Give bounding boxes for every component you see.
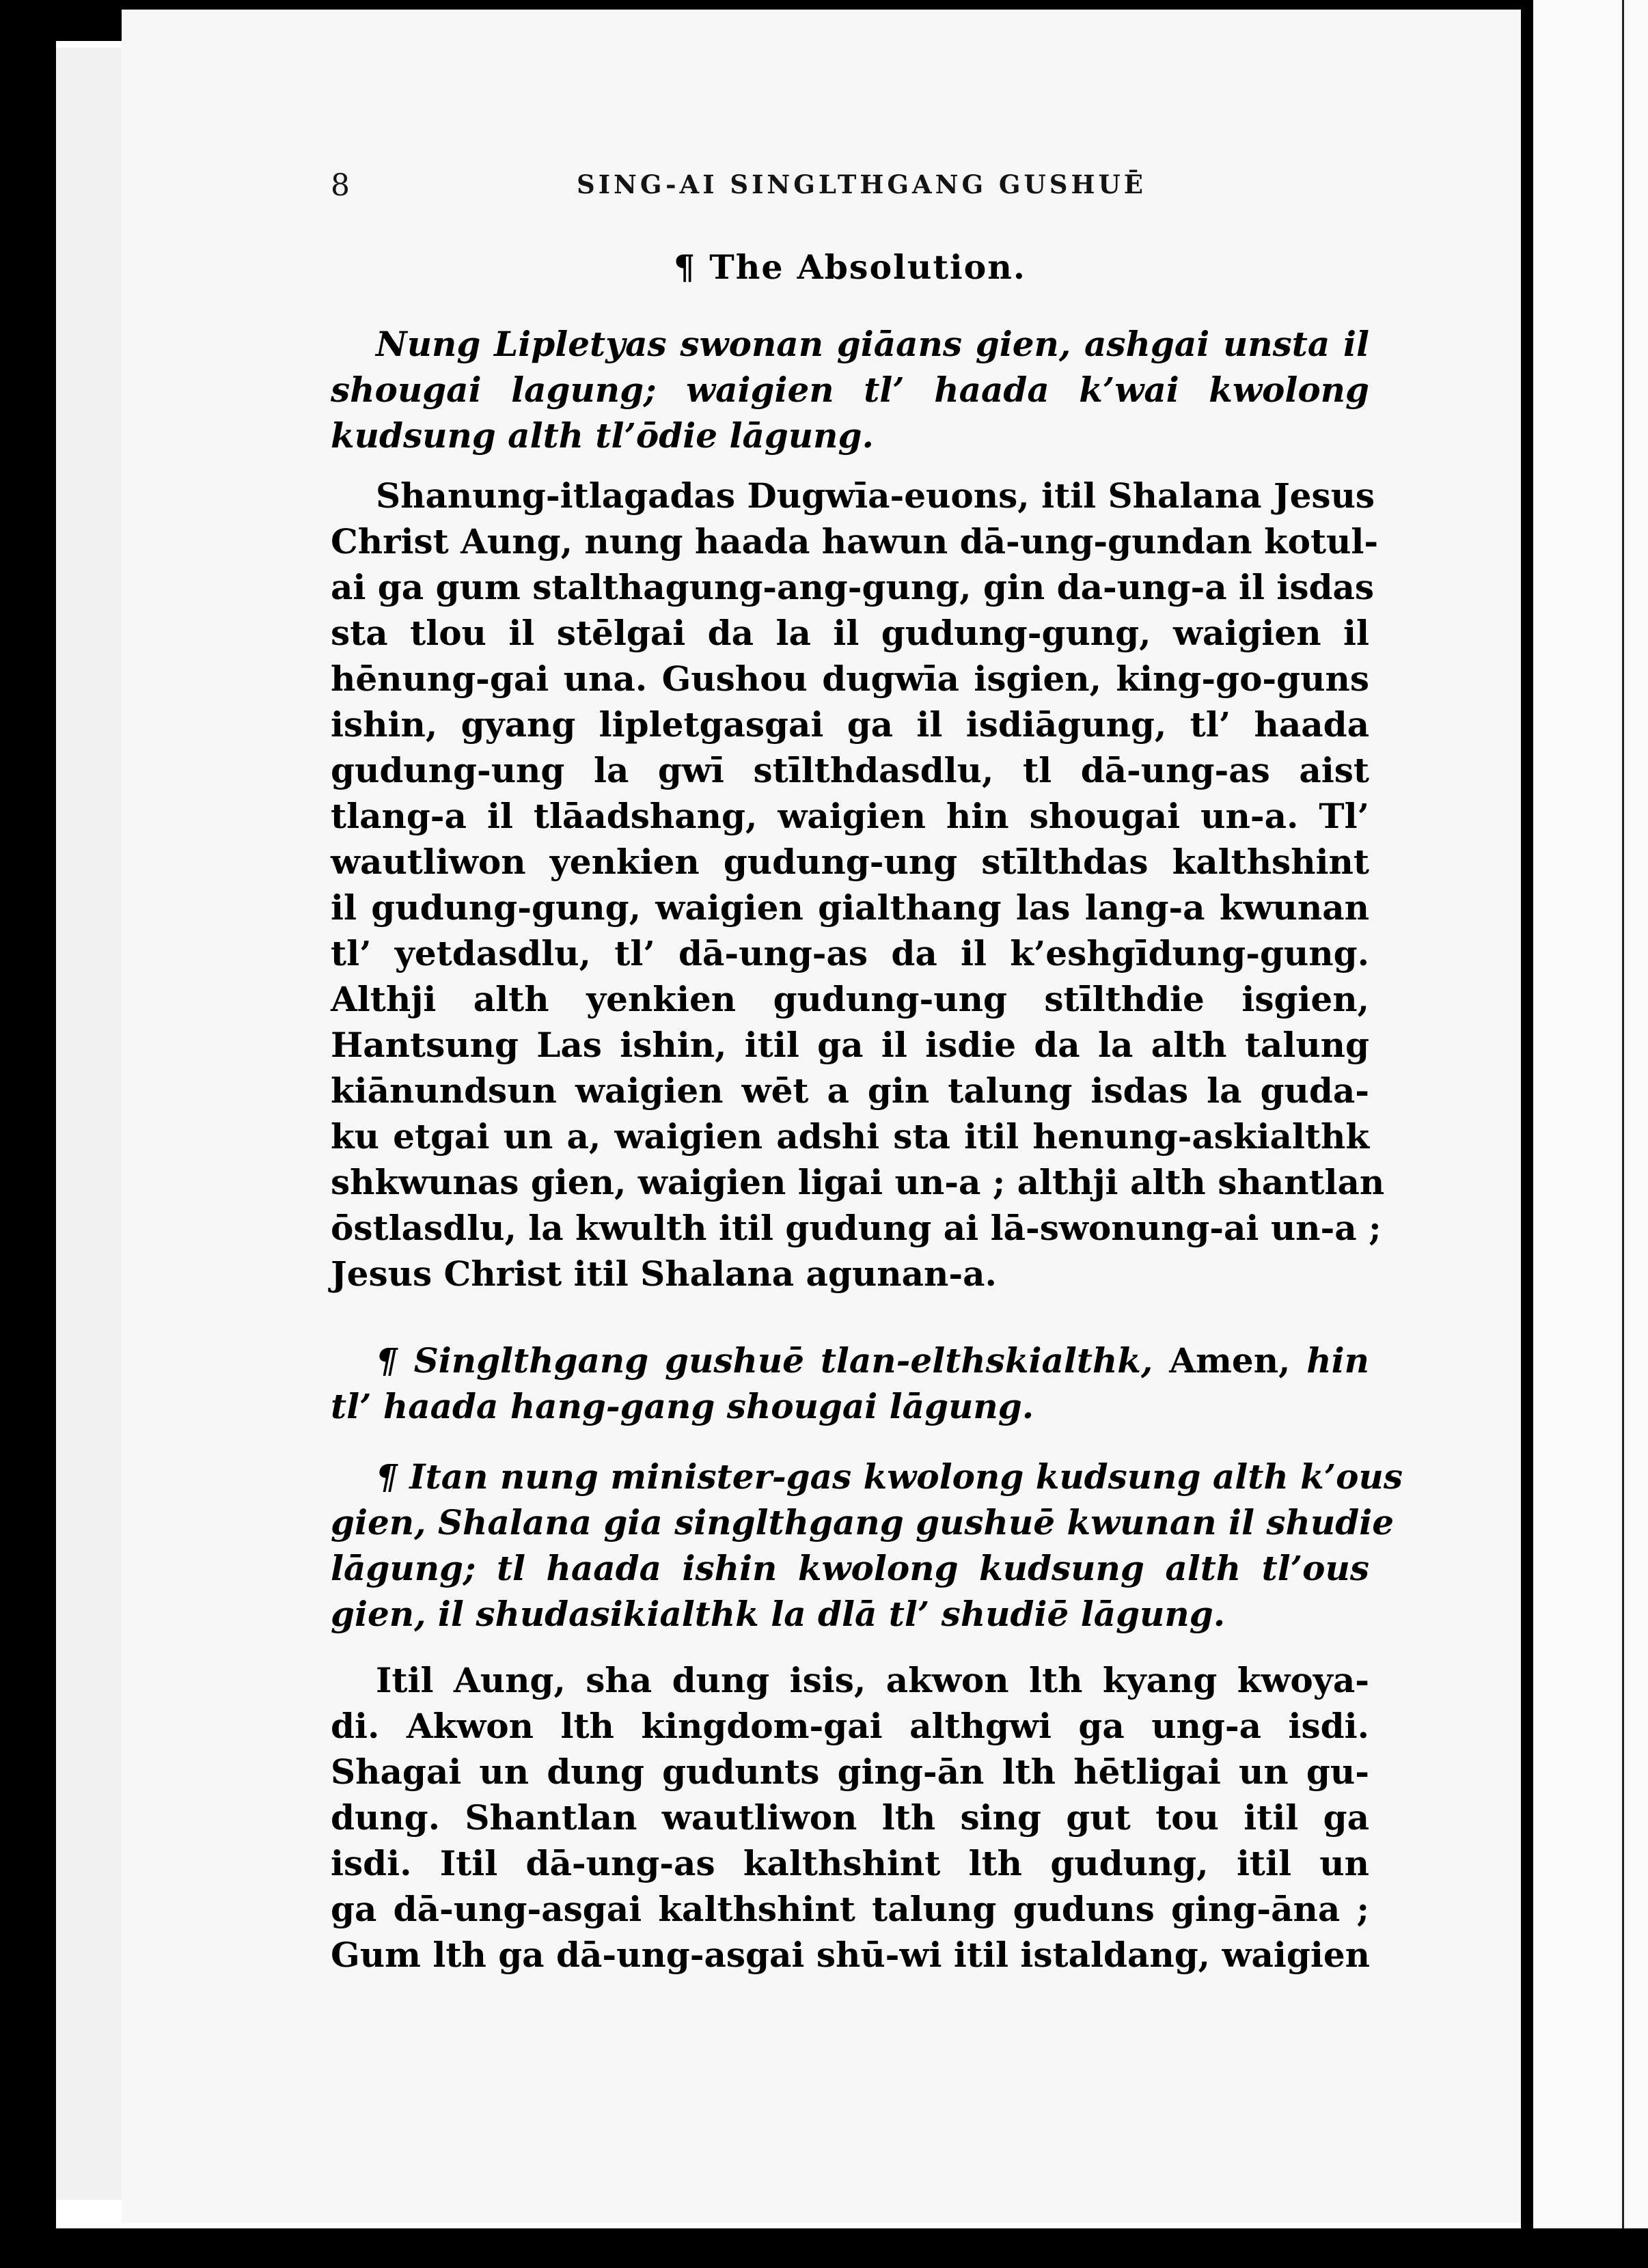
text-line: kiānundsun waigien wēt a gin talung isdas la guda-	[331, 1070, 1369, 1111]
text-line: gien, il shudasikialthk la dlā tl’ shudiē lāgung.	[331, 1594, 1226, 1634]
facing-page-strip	[1533, 0, 1648, 2228]
rubric-amen	[331, 1338, 1369, 1429]
scan-border-bottom	[0, 2228, 1648, 2268]
text-line: ai ga gum stalthagung-ang-gung, gin da-ung-a il isdas	[331, 567, 1375, 607]
text-line: gien, Shalana gia singlthgang gushuē kwunan il shudie	[331, 1502, 1395, 1543]
text-line: di. Akwon lth kingdom-gai althgwi ga ung-a isdi.	[331, 1706, 1369, 1746]
page-number: 8	[331, 168, 351, 203]
scan-border-left	[0, 0, 56, 2268]
text-line: tlang-a il tlāadshang, waigien hin shougai un-a. Tl’	[331, 796, 1369, 836]
text-line: tl’ yetdasdlu, tl’ dā-ung-as da il k’eshgīdung-gung.	[331, 933, 1369, 973]
rubric-lords-prayer	[331, 1454, 1403, 1637]
text-line: Itil Aung, sha dung isis, akwon lth kyang kwoya-	[376, 1660, 1369, 1700]
text-line: Nung Lipletyas swonan giāans gien, ashgai unsta il	[376, 324, 1369, 364]
text-line: Christ Aung, nung haada hawun dā-ung-gundan kotul-	[331, 521, 1379, 562]
page-gutter	[1521, 0, 1533, 2228]
text-line: Gum lth ga dā-ung-asgai shū-wi itil istaldang, waigien	[331, 1935, 1371, 1975]
text-line: shkwunas gien, waigien ligai un-a ; althji alth shantlan	[331, 1162, 1385, 1202]
text-line: shougai lagung; waigien tl’ haada k’wai kwolong	[331, 370, 1369, 410]
absolution-paragraph	[331, 473, 1385, 1297]
running-head-title: SING-AI SINGLTHGANG GUSHUĒ	[577, 169, 1146, 199]
lords-prayer-paragraph	[331, 1657, 1369, 1978]
text-line: ¶ Itan nung minister-gas kwolong kudsung alth k’ous	[376, 1456, 1403, 1497]
text-line: tl’ haada hang-gang shougai lāgung.	[331, 1386, 1034, 1426]
text-line: hēnung-gai una. Gushou dugwīa isgien, king-go-guns	[331, 659, 1369, 699]
rubric-text: ¶ Singlthgang gushuē tlan-elthskialthk,	[376, 1340, 1170, 1381]
text-line: ku etgai un a, waigien adshi sta itil henung-askialthk	[331, 1116, 1369, 1157]
text-line: gudung-ung la gwī stīlthdasdlu, tl dā-ung-as aist	[331, 750, 1369, 790]
text-line: Althji alth yenkien gudung-ung stīlthdie isgien,	[331, 979, 1369, 1019]
text-line	[331, 1338, 1369, 1383]
section-title: ¶ The Absolution.	[674, 247, 1026, 287]
facing-page-rule	[1622, 0, 1624, 2228]
text-line: ga dā-ung-asgai kalthshint talung guduns ging-āna ;	[331, 1889, 1369, 1929]
text-line: Hantsung Las ishin, itil ga il isdie da la alth talung	[331, 1025, 1369, 1065]
text-line: wautliwon yenkien gudung-ung stīlthdas kalthshint	[331, 842, 1369, 882]
text-line: Shanung-itlagadas Dugwīa-euons, itil Shalana Jesus	[376, 475, 1375, 516]
text-line: ishin, gyang lipletgasgai ga il isdiāgung, tl’ haada	[331, 704, 1369, 745]
amen-word: Amen,	[1169, 1340, 1291, 1381]
text-line: Jesus Christ itil Shalana agunan-a.	[331, 1254, 997, 1294]
rubric-text: hin	[1290, 1340, 1370, 1381]
text-line: dung. Shantlan wautliwon lth sing gut tou itil ga	[331, 1797, 1369, 1838]
text-line: il gudung-gung, waigien gialthang las lang-a kwunan	[331, 887, 1369, 928]
text-line: Shagai un dung gudunts ging-ān lth hētligai un gu-	[331, 1752, 1369, 1792]
text-line: isdi. Itil dā-ung-as kalthshint lth gudung, itil un	[331, 1843, 1369, 1883]
text-line: ōstlasdlu, la kwulth itil gudung ai lā-swonung-ai un-a ;	[331, 1208, 1382, 1248]
running-header	[331, 168, 1369, 209]
rubric-intro	[331, 321, 1369, 458]
text-line: kudsung alth tl’ōdie lāgung.	[331, 415, 874, 456]
underlying-page-edge	[56, 48, 122, 2200]
text-line: lāgung; tl haada ishin kwolong kudsung alth tl’ous	[331, 1548, 1369, 1588]
text-line: sta tlou il stēlgai da la il gudung-gung, waigien il	[331, 613, 1369, 653]
